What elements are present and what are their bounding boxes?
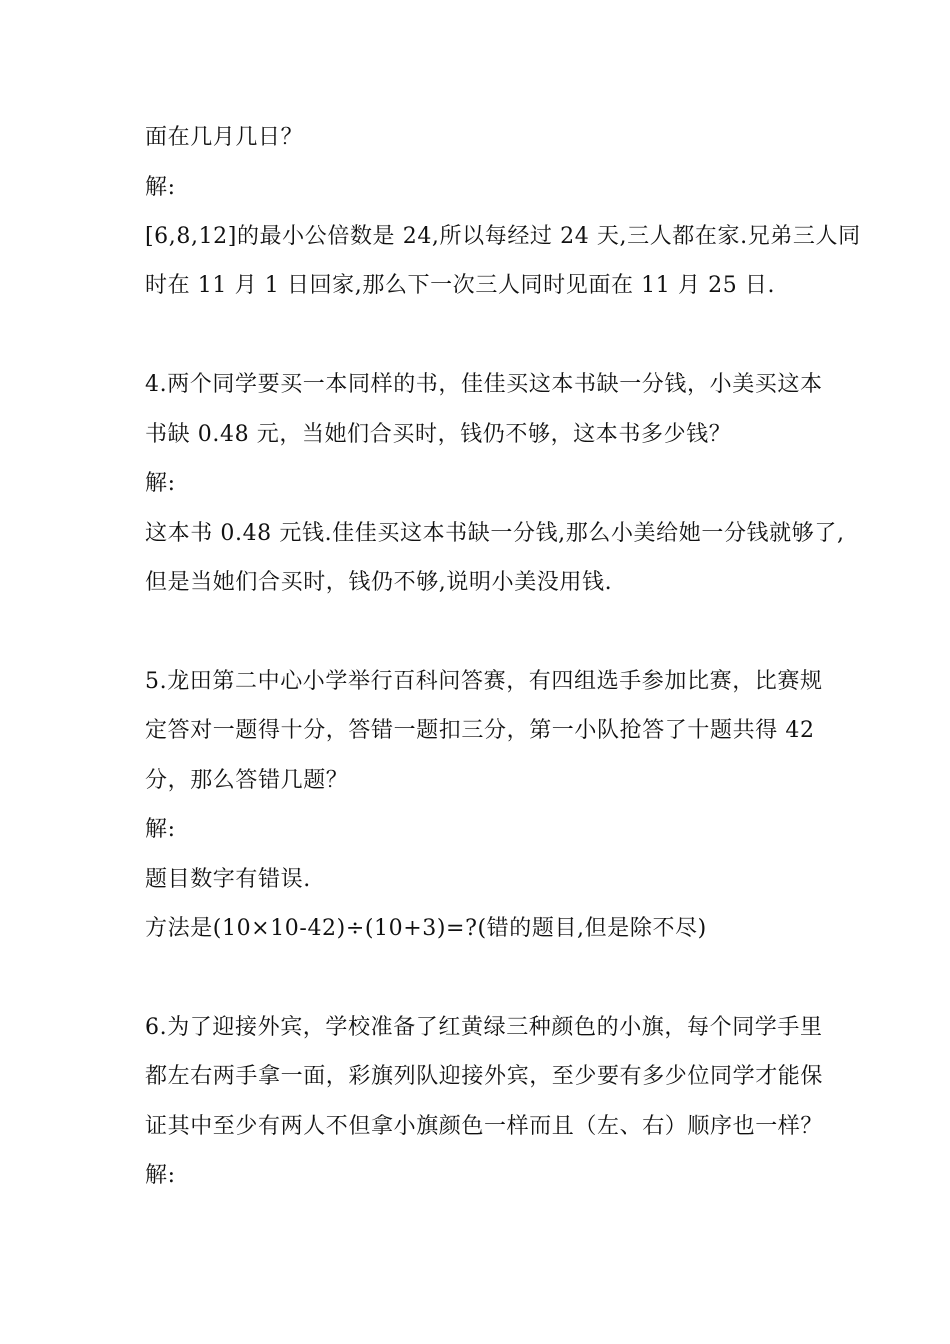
text-line: 但是当她们合买时，钱仍不够,说明小美没用钱. [145, 570, 613, 595]
text-line: 方法是(10×10-42)÷(10+3)=?(错的题目,但是除不尽) [145, 916, 707, 941]
question-6-line: 6.为了迎接外宾，学校准备了红黄绿三种颜色的小旗，每个同学手里 [145, 1015, 823, 1040]
question-4-line: 4.两个同学要买一本同样的书，佳佳买这本书缺一分钱，小美买这本 [145, 372, 823, 397]
question-6-line: 都左右两手拿一面，彩旗列队迎接外宾，至少要有多少位同学才能保 [145, 1064, 824, 1089]
question-5-line: 定答对一题得十分，答错一题扣三分，第一小队抢答了十题共得 42 [145, 718, 815, 743]
document-page [145, 0, 861, 1344]
question-4-line: 书缺 0.48 元，当她们合买时，钱仍不够，这本书多少钱？ [145, 422, 732, 447]
solution-label: 解: [145, 471, 176, 496]
text-line: 题目数字有错误. [145, 867, 311, 892]
text-line: 这本书 0.48 元钱.佳佳买这本书缺一分钱,那么小美给她一分钱就够了, [145, 521, 845, 546]
text-line: 面在几月几日？ [145, 125, 304, 150]
question-5-line: 5.龙田第二中心小学举行百科问答赛，有四组选手参加比赛，比赛规 [145, 669, 823, 694]
solution-label: 解: [145, 1163, 176, 1188]
question-5-line: 分，那么答错几题？ [145, 768, 349, 793]
text-line: [6,8,12]的最小公倍数是 24,所以每经过 24 天,三人都在家.兄弟三人同 [145, 224, 861, 249]
solution-label: 解: [145, 817, 176, 842]
text-line: 时在 11 月 1 日回家,那么下一次三人同时见面在 11 月 25 日. [145, 273, 776, 298]
solution-label: 解: [145, 175, 176, 200]
question-6-line: 证其中至少有两人不但拿小旗颜色一样而且（左、右）顺序也一样？ [145, 1114, 824, 1139]
